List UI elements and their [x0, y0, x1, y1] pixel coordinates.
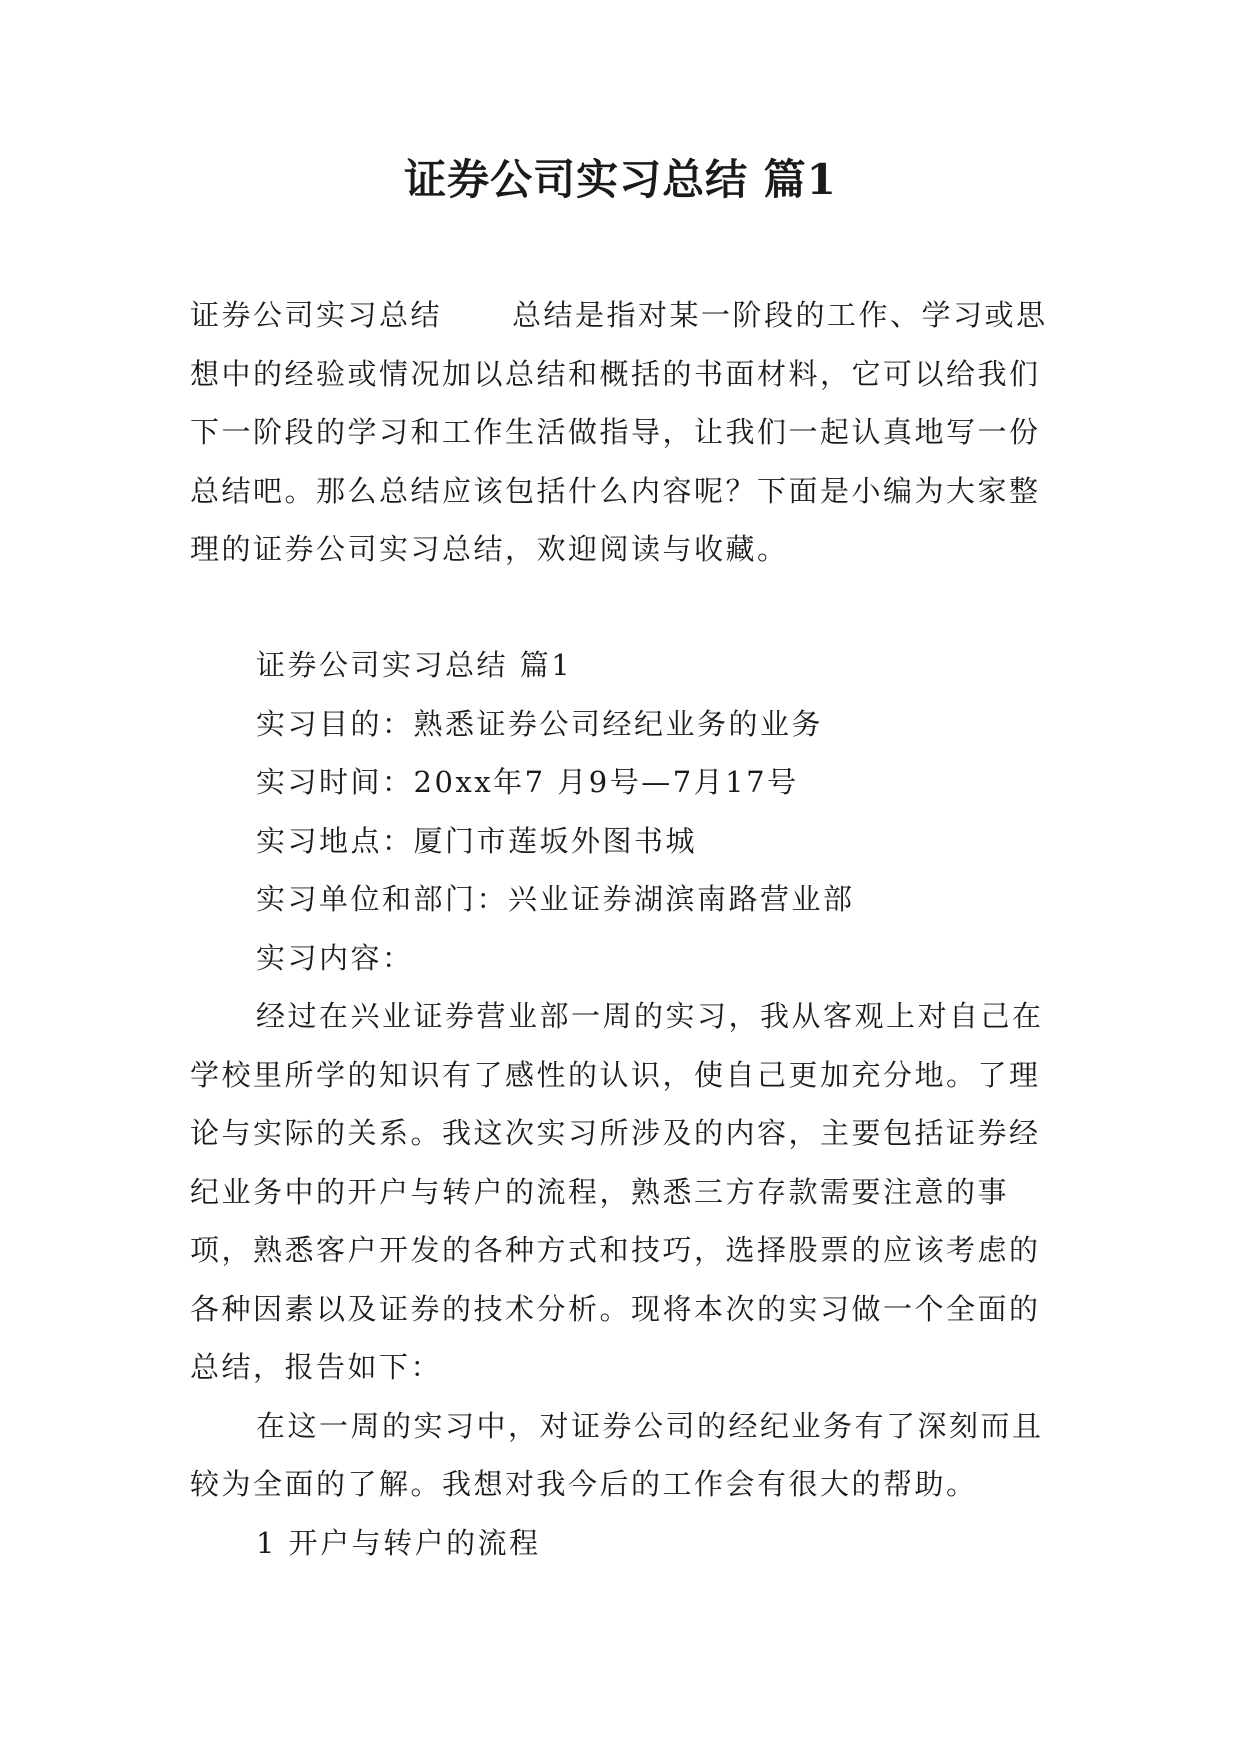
internship-place: 实习地点：厦门市莲坂外图书城 — [256, 823, 698, 858]
body-paragraph-1: 经过在兴业证券营业部一周的实习，我从客观上对自己在学校里所学的知识有了感性的认识，使自己更加充分地。了理论与实际的关系。我这次实习所涉及的内容，主要包括证券经纪业务中的开户与转户的流程，熟悉三方存款需要注意的事项，熟悉客户开发的各种方式和技巧，选择股票的应该考虑的各种因素以及证券的技术分析。现将本次的实习做一个全面的总结，报告如下： — [190, 999, 1044, 1384]
section-heading: 证券公司实习总结 篇1 — [256, 648, 573, 682]
content-label: 实习内容： — [256, 940, 414, 975]
internship-time: 实习时间：20xx年7 月9号—7月17号 — [256, 765, 799, 799]
internship-unit: 实习单位和部门：兴业证券湖滨南路营业部 — [256, 882, 855, 916]
intro-lead: 证券公司实习总结 — [190, 298, 443, 332]
subheading-1: 1 开户与转户的流程 — [256, 1525, 541, 1560]
internship-purpose: 实习目的：熟悉证券公司经纪业务的业务 — [256, 706, 824, 741]
intro-paragraph — [190, 286, 1070, 579]
body-paragraph-2: 在这一周的实习中，对证券公司的经纪业务有了深刻而且较为全面的了解。我想对我今后的工作会有很大的帮助。 — [190, 1408, 1044, 1501]
page-title: 证券公司实习总结 篇1 — [404, 155, 837, 204]
document-body — [190, 636, 1070, 1572]
intro-text: 总结是指对某一阶段的工作、学习或思想中的经验或情况加以总结和概括的书面材料，它可以给我们下一阶段的学习和工作生活做指导，让我们一起认真地写一份总结吧。那么总结应该包括什么内容呢？下面是小编为大家整理的证券公司实习总结，欢迎阅读与收藏。 — [190, 298, 1048, 566]
